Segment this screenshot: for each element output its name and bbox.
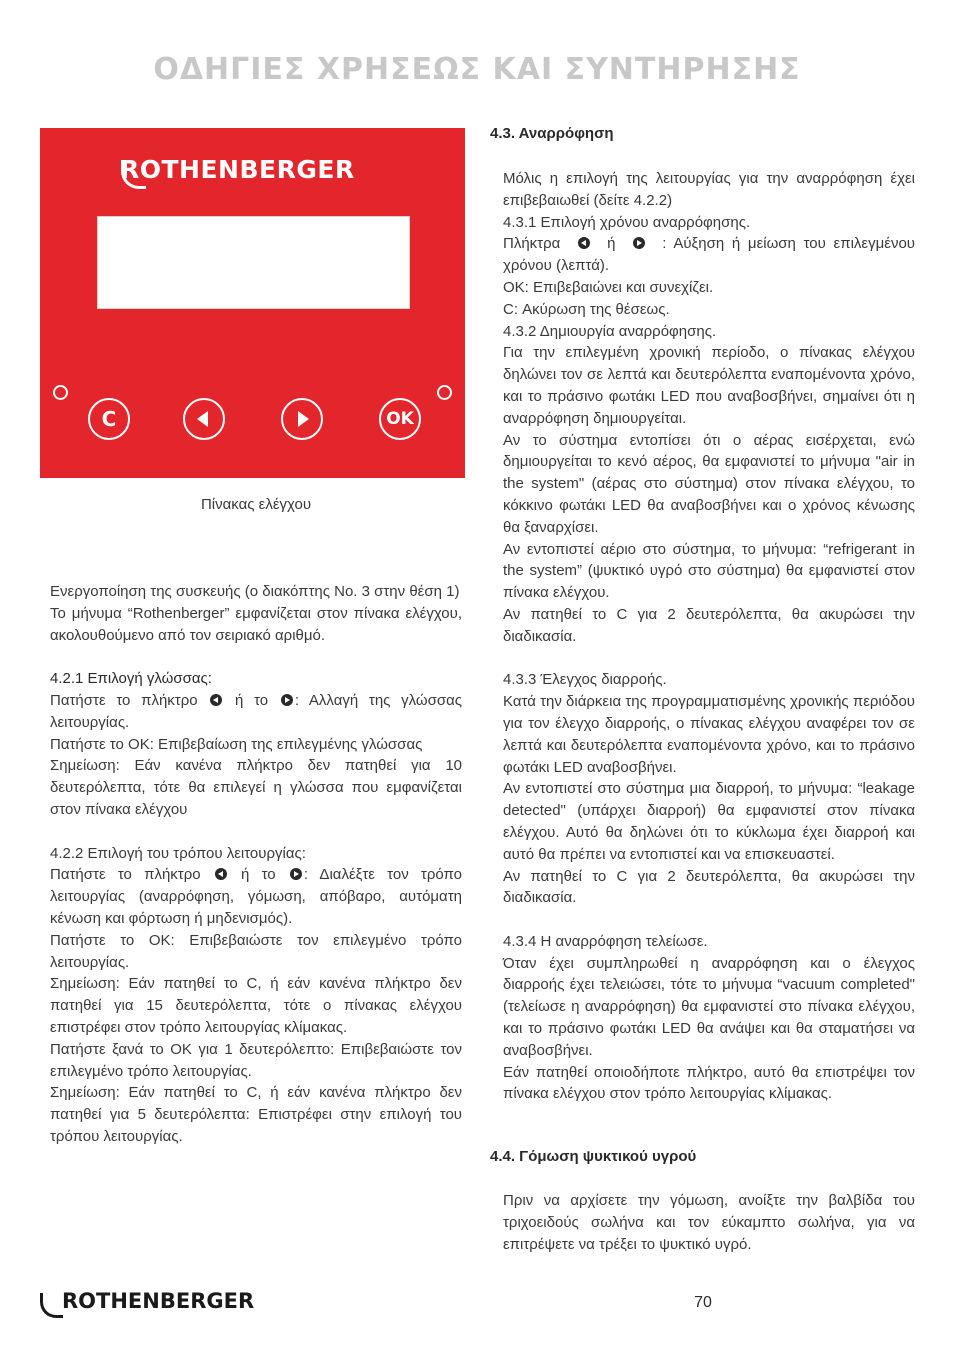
s422-line-4: Πατήστε ξανά το ΟΚ για 1 δευτερόλεπτο: Επιβεβαιώστε τον επιλεγμένο τρόπο λειτουργίας. [50,1040,462,1080]
led-left-indicator [53,385,68,400]
intro-line-2: Το μήνυμα “Rothenberger” εμφανίζεται στον πίνακα ελέγχου, ακολουθούμενο από τον σειριακό αριθμό. [50,604,462,644]
panel-caption: Πίνακας ελέγχου [200,496,312,513]
panel-c-button: C [88,398,130,440]
s43-p5: C: Ακύρωση της θέσεως. [503,300,670,318]
right-key-icon [290,868,302,880]
s43-p12: Κατά την διάρκεια της προγραμματισμένης χρονικής περιόδου για τον έλεγχο διαρροής, ο πίνακας ελέγχου αναφέρει τον σε λεπτά και δευτερόλεπτα εναπομένοντα χρόνο, και το πράσινο φωτάκι LED αναβοσβήνει. [503,693,915,776]
section-44-heading: 4.4. Γόμωση ψυκτικού υγρού [490,1148,697,1165]
intro-line-1: Ενεργοποίηση της συσκευής (ο διακόπτης No. 3 στην θέση 1) [50,583,460,600]
section-422-heading: 4.2.2 Επιλογή του τρόπου λειτουργίας: [50,844,306,862]
s44-p1: Πριν να αρχίσετε την γόμωση, ανοίξτε την βαλβίδα του τριχοειδούς σωλήνα και τον εύκαμπτο σωλήνα, για να επιτρέψετε να τρέξει το ψυκτικό υγρό. [503,1192,915,1253]
s43-p6: 4.3.2 Δημιουργία αναρρόφησης. [503,322,717,340]
s43-p15: 4.3.4 Η αναρρόφηση τελείωσε. [503,932,708,950]
right-column [503,168,915,1105]
left-key-icon [578,237,590,249]
s43-p11: 4.3.3 Έλεγχος διαρροής. [503,671,667,689]
s43-p1: Μόλις η επιλογή της λειτουργίας για την αναρρόφηση έχει επιβεβαιωθεί (δείτε 4.2.2) [503,170,915,209]
panel-brand-logo: ROTHENBERGER [120,155,355,184]
section-421-heading: 4.2.1 Επιλογή γλώσσας: [50,670,212,688]
panel-display-screen [97,216,410,309]
s43-p13: Αν εντοπιστεί στο σύστημα μια διαρροή, το μήνυμα: “leakage detected" (υπάρχει διαρροή) θα εμφανιστεί στον πίνακα ελέγχου. Αυτό θα δηλώνει ότι το κύκλωμα έχει διαρροή και αυτό θα πρέπει να εντοπιστεί και να επισκευαστεί. [503,780,915,863]
s422-line-1: Πατήστε το πλήκτρο ή το : Διαλέξτε τον τρόπο λειτουργίας (αναρρόφηση, γόμωση, απόβαρο, αυτόματη κένωση και φόρτωση ή μηδενισμός). [50,866,462,927]
footer-brand-logo: ROTHENBERGER [62,1289,255,1313]
panel-ok-button: OK [379,398,421,440]
section-43-heading: 4.3. Αναρρόφηση [490,125,614,142]
s43-p17: Εάν πατηθεί οποιοδήποτε πλήκτρο, αυτό θα επιστρέψει τον πίνακα ελέγχου στον τρόπο λειτουργίας κλίμακας. [503,1063,915,1103]
left-key-icon [215,868,227,880]
panel-right-arrow-icon [281,398,323,440]
s43-p16: Όταν έχει συμπληρωθεί η αναρρόφηση και ο έλεγχος διαρροής έχει τελειώσει, τότε το μήνυμα “vacuum completed" (τελείωσε η αναρρόφηση) θα εμφανιστεί στο πίνακα ελέγχου, και το πράσινο φωτάκι LED θα ανάψει και θα σταματήσει να αναβοσβήνει. [503,954,915,1059]
s43-p10: Αν πατηθεί το C για 2 δευτερόλεπτα, θα ακυρώσει την διαδικασία. [503,605,915,645]
page-number: 70 [694,1294,712,1311]
s43-p4: ΟΚ: Επιβεβαιώνει και συνεχίζει. [503,278,714,296]
section-44-body [503,1190,915,1255]
panel-left-arrow-icon [183,398,225,440]
s421-line-1: Πατήστε το πλήκτρο ή το : Αλλαγή της γλώσσας λειτουργίας. [50,691,463,731]
s43-p3: Πλήκτρα ή : Αύξηση ή μείωση του επιλεγμένου χρόνου (λεπτά). [503,235,915,275]
s422-line-5: Σημείωση: Εάν πατηθεί το C, ή εάν κανένα πλήκτρο δεν πατηθεί για 5 δευτερόλεπτα: Επιστρέφει στην επιλογή του τρόπου λειτουργίας. [50,1084,462,1145]
right-key-icon [633,237,645,249]
left-key-icon [210,694,222,706]
led-right-indicator [437,385,452,400]
s43-p7: Για την επιλεγμένη χρονική περίοδο, ο πίνακας ελέγχου δηλώνει τον σε λεπτά και δευτερόλεπτα εναπομένοντα χρόνο, και το πράσινο φωτάκι LED που αναβοσβήνει, σημαίνει ότι η αναρρόφηση δημιουργείται. [503,344,915,427]
s43-p9: Αν εντοπιστεί αέριο στο σύστημα, το μήνυμα: “refrigerant in the system” (ψυκτικό υγρό στο σύστημα) θα εμφανιστεί στον πίνακα ελέγχου. [503,540,915,602]
s421-line-3: Σημείωση: Εάν κανένα πλήκτρο δεν πατηθεί για 10 δευτερόλεπτα, τότε θα επιλεγεί η γλώσσα που εμφανίζεται στον πίνακα ελέγχου [50,757,462,818]
s43-p14: Αν πατηθεί το C για 2 δευτερόλεπτα, θα ακυρώσει την διαδικασία. [503,867,915,907]
page-title: ΟΔΗΓΙΕΣ ΧΡΗΣΕΩΣ ΚΑΙ ΣΥΝΤΗΡΗΣΗΣ [153,52,801,87]
left-column [50,581,462,1148]
s421-line-2: Πατήστε το ΟΚ: Επιβεβαίωση της επιλεγμένης γλώσσας [50,735,423,753]
footer-logo-hook [40,1293,63,1318]
right-key-icon [281,694,293,706]
s422-line-3: Σημείωση: Εάν πατηθεί το C, ή εάν κανένα πλήκτρο δεν πατηθεί για 15 δευτερόλεπτα, τότε ο πίνακας ελέγχου επιστρέφει στον τρόπο λειτουργίας κλίμακας. [50,975,462,1036]
s422-line-2: Πατήστε το ΟΚ: Επιβεβαιώστε τον επιλεγμένο τρόπο λειτουργίας. [50,931,462,971]
s43-p8: Αν το σύστημα εντοπίσει ότι ο αέρας εισέρχεται, ενώ δημιουργείται το κενό αέρος, θα εμφανιστεί το μήνυμα "air in the system" (αέρας στο σύστημα) στον πίνακα ελέγχου, το κόκκινο φωτάκι LED θα αναβοσβήνει και ο χρόνος κένωσης θα ξαναρχίσει. [503,431,915,536]
s43-p2: 4.3.1 Επιλογή χρόνου αναρρόφησης. [503,213,751,231]
